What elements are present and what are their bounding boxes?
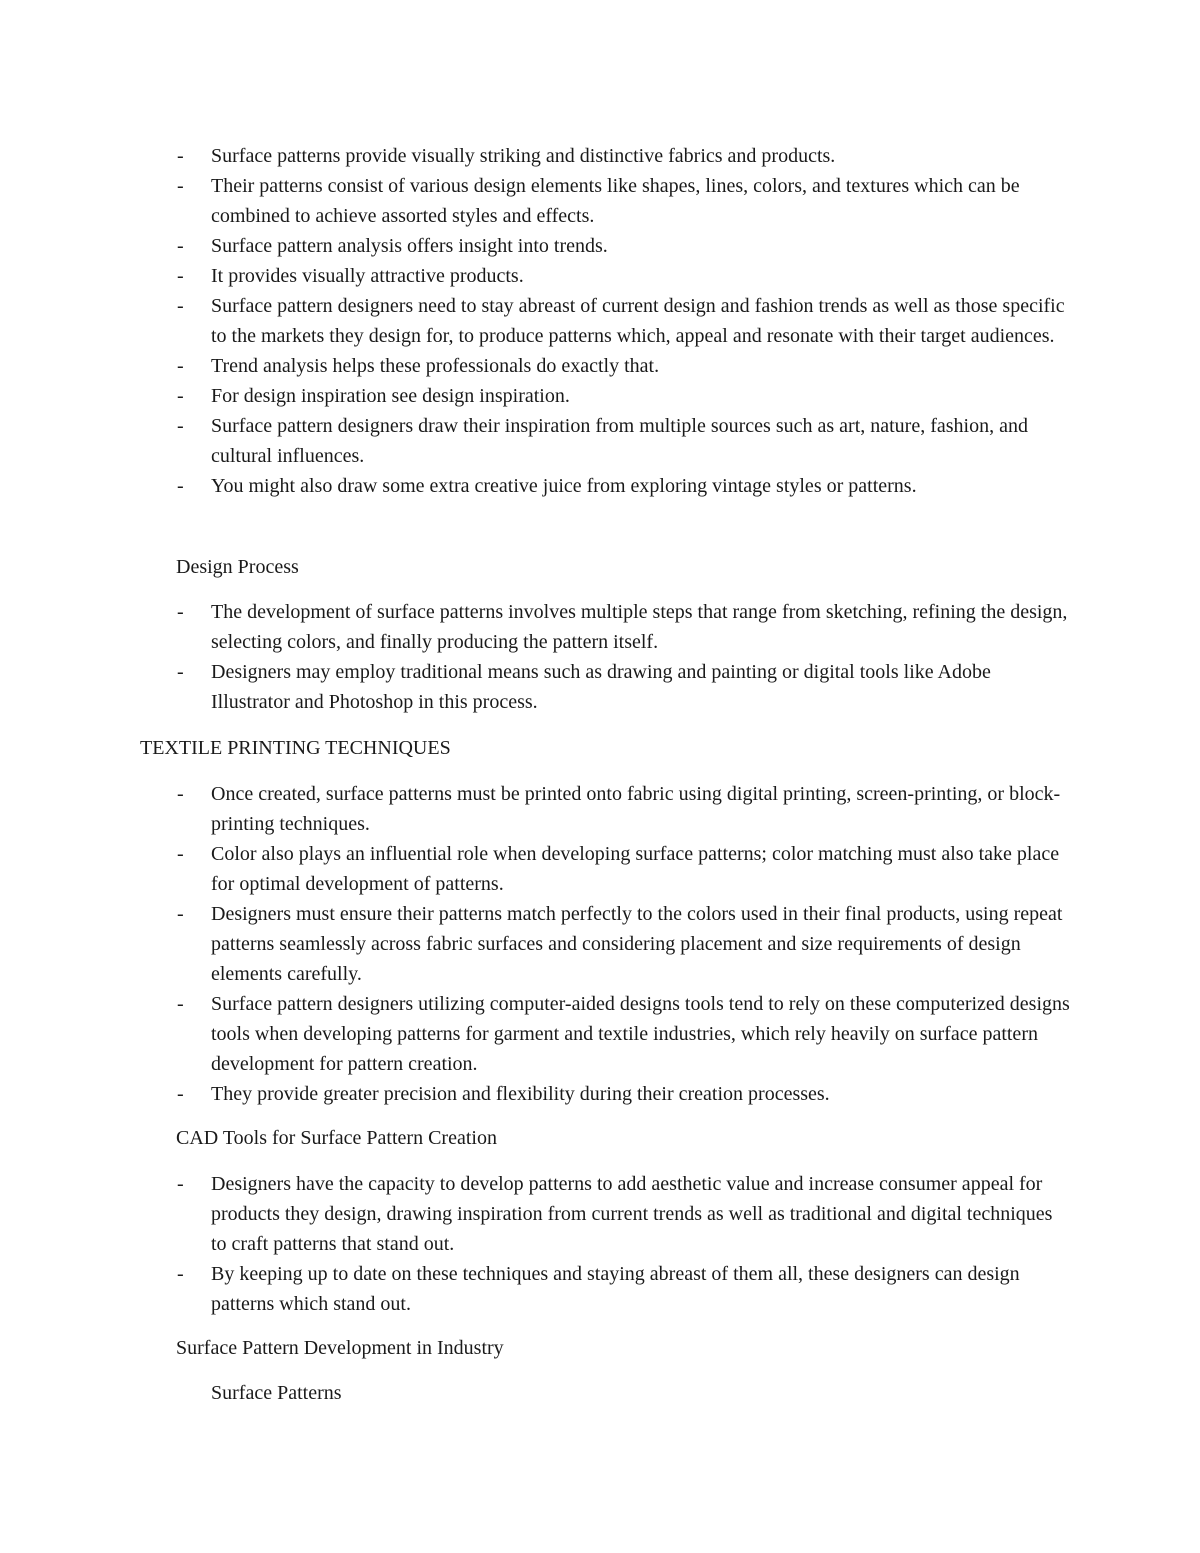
list-item-text: Designers have the capacity to develop patterns to add aesthetic value and increase consumer appeal for products they design, drawing inspiration from current trends as well as traditional and digital techniques to craft patterns that stand out. [211,1173,1053,1255]
section-heading-cad-tools: CAD Tools for Surface Pattern Creation [176,1127,497,1149]
list-item-text: Surface pattern designers utilizing computer-aided designs tools tend to rely on these computerized designs tools when developing patterns for garment and textile industries, which rely heavily on surface pattern development for pattern creation. [211,993,1070,1075]
list-item-text: It provides visually attractive products. [211,265,524,287]
list-item-text: The development of surface patterns involves multiple steps that range from sketching, refining the design, selecting colors, and finally producing the pattern itself. [211,601,1068,653]
list-item-text: You might also draw some extra creative juice from exploring vintage styles or patterns. [211,475,917,497]
list-item [0,597,1071,657]
list-item-text: Surface pattern designers need to stay abreast of current design and fashion trends as well as those specific to the markets they design for, to produce patterns which, appeal and resonate with their target audiences. [211,295,1065,347]
list-item-text: For design inspiration see design inspiration. [211,385,570,407]
bullet-dash: - [177,1263,184,1285]
bullet-dash: - [177,475,184,497]
list-item-text: Trend analysis helps these professionals do exactly that. [211,355,660,377]
bullet-dash: - [177,385,184,407]
list-item [0,779,1071,839]
section-heading-industry: Surface Pattern Development in Industry [176,1337,504,1359]
list-item-text: They provide greater precision and flexibility during their creation processes. [211,1083,830,1105]
bullet-dash: - [177,1083,184,1105]
list-item [0,471,1071,501]
bullet-dash: - [177,295,184,317]
list-item [0,231,1071,261]
list-item [0,291,1071,351]
list-item [0,411,1071,471]
bullet-dash: - [177,415,184,437]
bullet-list-intro [0,141,1200,501]
bullet-dash: - [177,783,184,805]
list-item-text: Designers must ensure their patterns match perfectly to the colors used in their final products, using repeat patterns seamlessly across fabric surfaces and considering placement and size requirements of design elements carefully. [211,903,1063,985]
list-item [0,899,1071,989]
list-item [0,1169,1071,1259]
bullet-list-textile-printing [0,779,1200,1109]
bullet-dash: - [177,355,184,377]
list-item-text: Color also plays an influential role when developing surface patterns; color matching must also take place for optimal development of patterns. [211,843,1060,895]
list-item-text: Designers may employ traditional means such as drawing and painting or digital tools like Adobe Illustrator and Photoshop in this process. [211,661,991,713]
list-item [0,839,1071,899]
list-item [0,381,1071,411]
list-item-text: Surface pattern analysis offers insight into trends. [211,235,608,257]
list-item [0,989,1071,1079]
bullet-dash: - [177,601,184,623]
bullet-dash: - [177,265,184,287]
list-item [0,171,1071,231]
list-item [0,1259,1071,1319]
list-item-text: Once created, surface patterns must be printed onto fabric using digital printing, screen-printing, or block-printing techniques. [211,783,1061,835]
list-item [0,351,1071,381]
bullet-dash: - [177,903,184,925]
bullet-dash: - [177,661,184,683]
bullet-dash: - [177,145,184,167]
bullet-dash: - [177,235,184,257]
list-item-text: Their patterns consist of various design elements like shapes, lines, colors, and textures which can be combined to achieve assorted styles and effects. [211,175,1020,227]
bullet-list-design-process [0,597,1200,717]
bullet-dash: - [177,1173,184,1195]
section-heading-textile-printing: TEXTILE PRINTING TECHNIQUES [140,737,451,759]
bullet-dash: - [177,993,184,1015]
list-item [0,261,1071,291]
list-item [0,1079,1071,1109]
list-item [0,657,1071,717]
bullet-dash: - [177,175,184,197]
list-item-text: Surface patterns provide visually striking and distinctive fabrics and products. [211,145,836,167]
list-item-text: Surface pattern designers draw their inspiration from multiple sources such as art, nature, fashion, and cultural influences. [211,415,1028,467]
bullet-dash: - [177,843,184,865]
section-heading-design-process: Design Process [176,556,299,578]
bullet-list-cad-tools [0,1169,1200,1319]
list-item [0,141,1071,171]
subheading-surface-patterns: Surface Patterns [211,1382,342,1404]
list-item-text: By keeping up to date on these techniques and staying abreast of them all, these designers can design patterns which stand out. [211,1263,1020,1315]
